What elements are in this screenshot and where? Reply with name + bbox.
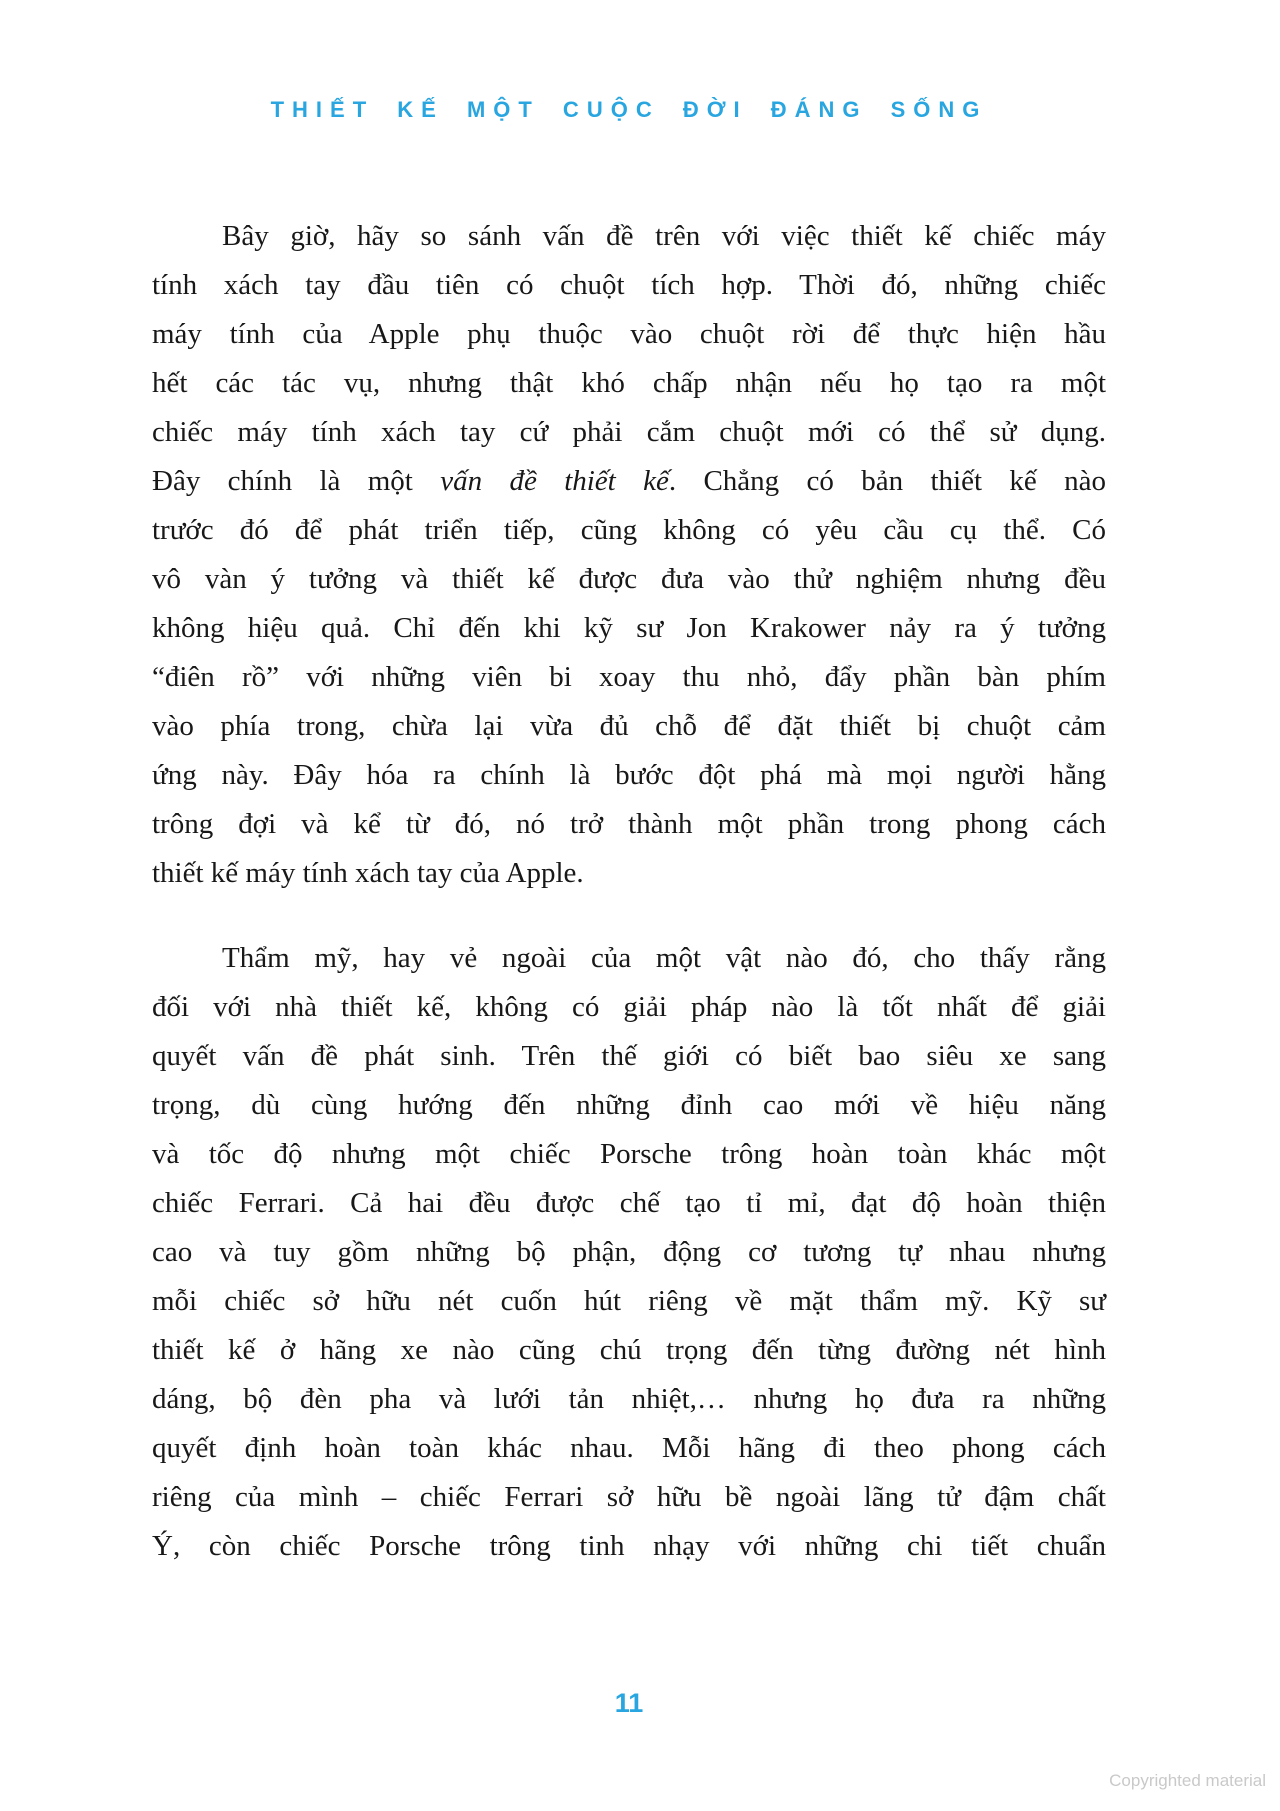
text-line: không hiệu quả. Chỉ đến khi kỹ sư Jon Krakower nảy ra ý tưởng [152,612,1106,644]
text-line: trọng, dù cùng hướng đến những đỉnh cao mới về hiệu năng [152,1089,1106,1121]
copyright-notice: Copyrighted material [1109,1771,1266,1790]
text-line: chiếc máy tính xách tay cứ phải cắm chuột mới có thể sử dụng. [152,416,1106,448]
paragraph [152,212,1106,898]
text-line: thiết kế ở hãng xe nào cũng chú trọng đến từng đường nét hình [152,1334,1106,1366]
text-line: chiếc Ferrari. Cả hai đều được chế tạo tỉ mỉ, đạt độ hoàn thiện [152,1187,1106,1219]
text-line: tính xách tay đầu tiên có chuột tích hợp. Thời đó, những chiếc [152,269,1106,301]
text-line: quyết định hoàn toàn khác nhau. Mỗi hãng đi theo phong cách [152,1432,1106,1464]
text-line: Đây chính là một vấn đề thiết kế. Chẳng có bản thiết kế nào [152,465,1106,497]
text-line: ứng này. Đây hóa ra chính là bước đột phá mà mọi người hằng [152,759,1106,791]
text-line: máy tính của Apple phụ thuộc vào chuột rời để thực hiện hầu [152,318,1106,350]
text-line: và tốc độ nhưng một chiếc Porsche trông hoàn toàn khác một [152,1138,1106,1170]
text-line: trước đó để phát triển tiếp, cũng không có yêu cầu cụ thể. Có [152,514,1106,546]
running-head-title: THIẾT KẾ MỘT CUỘC ĐỜI ĐÁNG SỐNG [270,97,988,122]
text-line: Thẩm mỹ, hay vẻ ngoài của một vật nào đó, cho thấy rằng [222,942,1106,974]
text-line: trông đợi và kể từ đó, nó trở thành một phần trong phong cách [152,808,1106,840]
text-line: dáng, bộ đèn pha và lưới tản nhiệt,… nhưng họ đưa ra những [152,1383,1106,1415]
text-line: Ý, còn chiếc Porsche trông tinh nhạy với những chi tiết chuẩn [152,1530,1106,1562]
text-line: “điên rồ” với những viên bi xoay thu nhỏ, đẩy phần bàn phím [152,661,1106,693]
text-line: quyết vấn đề phát sinh. Trên thế giới có biết bao siêu xe sang [152,1040,1106,1072]
text-line: mỗi chiếc sở hữu nét cuốn hút riêng về mặt thẩm mỹ. Kỹ sư [152,1285,1106,1317]
text-line: hết các tác vụ, nhưng thật khó chấp nhận nếu họ tạo ra một [152,367,1106,399]
text-line: Bây giờ, hãy so sánh vấn đề trên với việc thiết kế chiếc máy [222,220,1106,252]
paragraph [152,934,1106,1571]
text-line: vào phía trong, chừa lại vừa đủ chỗ để đặt thiết bị chuột cảm [152,710,1106,742]
text-line: cao và tuy gồm những bộ phận, động cơ tương tự nhau nhưng [152,1236,1106,1268]
text-line: riêng của mình – chiếc Ferrari sở hữu bề ngoài lãng tử đậm chất [152,1481,1106,1513]
text-line: thiết kế máy tính xách tay của Apple. [152,857,584,889]
body-text [152,212,1106,1571]
text-line: vô vàn ý tưởng và thiết kế được đưa vào thử nghiệm nhưng đều [152,563,1106,595]
page-number: 11 [614,1688,644,1718]
text-line: đối với nhà thiết kế, không có giải pháp nào là tốt nhất để giải [152,991,1106,1023]
